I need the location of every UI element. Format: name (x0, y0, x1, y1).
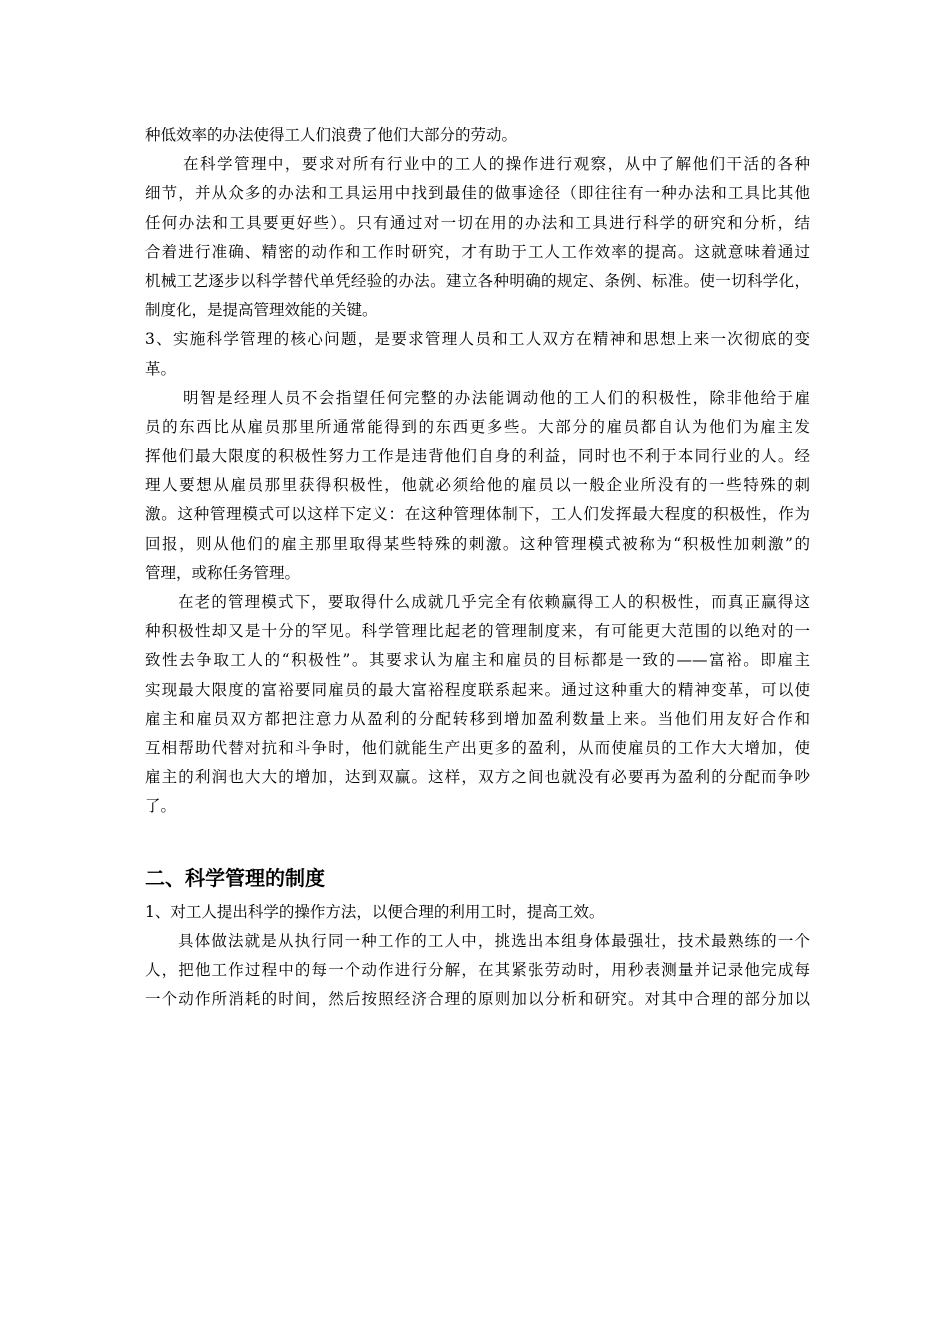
text-line: 人，把他工作过程中的每一个动作进行分解，在其紧张劳动时，用秒表测量并记录他完成每 (145, 960, 810, 979)
paragraph-2 (145, 325, 810, 383)
text-line: 革。 (145, 359, 177, 378)
text-line: 种低效率的办法使得工人们浪费了他们大部分的劳动。 (145, 126, 518, 144)
text-line: 在科学管理中，要求对所有行业中的工人的操作进行观察，从中了解他们干活的各种 (183, 155, 810, 174)
text-line: 致性去争取工人的“积极性”。其要求认为雇主和雇员的目标都是一致的——富裕。即雇主 (145, 651, 810, 670)
text-line: 一个动作所消耗的时间，然后按照经济合理的原则加以分析和研究。对其中合理的部分加以 (145, 990, 810, 1009)
text-line: 互相帮助代替对抗和斗争时，他们就能生产出更多的盈利，从而使雇员的工作大大增加，使 (145, 738, 810, 757)
text-line: 在老的管理模式下，要取得什么成就几乎完全有依赖赢得工人的积极性，而真正赢得这 (178, 593, 810, 611)
text-line: 任何办法和工具要更好些）。只有通过对一切在用的办法和工具进行科学的研究和分析，结 (145, 213, 810, 232)
text-line: 激。这种管理模式可以这样下定义：在这种管理体制下，工人们发挥最大程度的积极性，作为 (145, 505, 810, 524)
paragraph-4 (145, 588, 810, 822)
text-line: 制度化，是提高管理效能的关键。 (145, 301, 378, 320)
text-line: 实现最大限度的富裕要同雇员的最大富裕程度联系起来。通过这种重大的精神变革，可以使 (145, 680, 810, 699)
text-line: 回报，则从他们的雇主那里取得某些特殊的刺激。这种管理模式被称为“积极性加刺激”的 (145, 534, 810, 553)
text-line: 了。 (145, 797, 177, 816)
paragraph-1 (145, 150, 810, 325)
text-line: 挥他们最大限度的积极性努力工作是违背他们自身的利益，同时也不利于本同行业的人。经 (145, 447, 810, 466)
text-line: 明智是经理人员不会指望任何完整的办法能调动他的工人们的积极性，除非他给于雇 (183, 388, 810, 407)
text-line: 雇主的利润也大大的增加，达到双赢。这样，双方之间也就没有必要再为盈利的分配而争吵 (145, 768, 810, 787)
text-line: 种积极性却又是十分的罕见。科学管理比起老的管理制度来，有可能更大范围的以绝对的一 (145, 622, 810, 641)
paragraph-6 (145, 927, 810, 1015)
section-heading: 二、科学管理的制度 (145, 865, 325, 890)
paragraph-5 (145, 898, 810, 927)
text-line: 雇主和雇员双方都把注意力从盈利的分配转移到增加盈利数量上来。当他们用友好合作和 (145, 709, 810, 728)
text-line: 1、对工人提出科学的操作方法，以便合理的利用工时，提高工效。 (145, 902, 605, 921)
text-line: 细节，并从众多的办法和工具运用中找到最佳的做事途径（即往往有一种办法和工具比其他 (145, 184, 810, 203)
document-page (145, 121, 810, 1014)
text-line: 3、实施科学管理的核心问题，是要求管理人员和工人双方在精神和思想上来一次彻底的变 (145, 330, 810, 349)
text-line: 理人要想从雇员那里获得积极性，他就必须给他的雇员以一般企业所没有的一些特殊的刺 (145, 476, 810, 495)
text-line: 合着进行准确、精密的动作和工作时研究，才有助于工人工作效率的提高。这就意味着通过 (145, 242, 810, 261)
text-line: 员的东西比从雇员那里所通常能得到的东西更多些。大部分的雇员都自认为他们为雇主发 (145, 417, 810, 436)
text-line: 机械工艺逐步以科学替代单凭经验的办法。建立各种明确的规定、条例、标准。使一切科学化， (145, 271, 810, 290)
paragraph-3 (145, 384, 810, 588)
text-line: 管理，或称任务管理。 (145, 563, 301, 582)
paragraph-0 (145, 121, 810, 150)
text-line: 具体做法就是从执行同一种工作的工人中，挑选出本组身体最强壮，技术最熟练的一个 (178, 931, 810, 950)
